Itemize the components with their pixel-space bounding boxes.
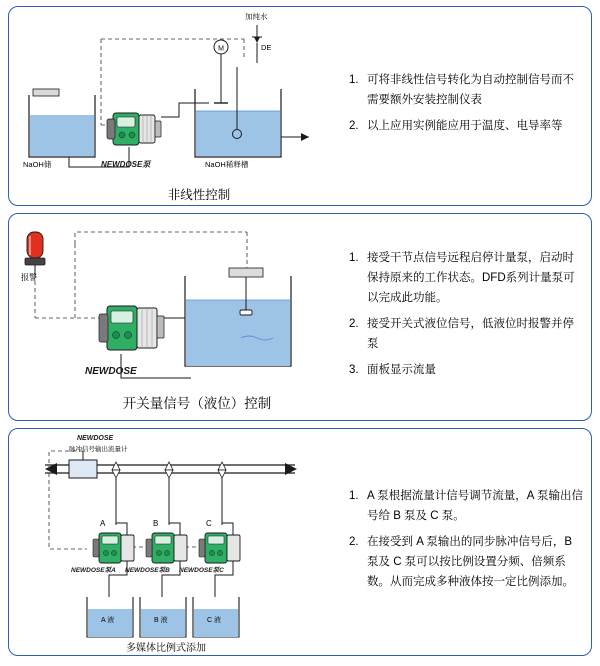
note-text: 面板显示流量 [367,364,436,377]
diagram-multi-dose [9,429,349,655]
pump-graphic [99,306,164,350]
label-pump-b-brand: NEWDOSE泵B [125,567,170,574]
caption-panel-3: 多媒体比例式添加 [126,643,206,654]
diagram-nonlinear-svg [9,7,349,207]
pump-graphic [93,523,134,597]
note-number: 2. [349,318,359,330]
label-mix-tank: NaOH稀释槽 [205,160,249,169]
label-tank-a: A 液 [101,617,115,624]
label-tank-b: B 液 [154,617,168,624]
label-pump-brand: NEWDOSE泵 [101,160,151,169]
label-tank-c: C 液 [207,617,221,624]
label-water-source: 加纯水 [245,12,268,21]
note-item [349,532,585,592]
diagram-nonlinear [9,7,349,205]
note-item [349,314,585,354]
label-alarm: 报警 [21,273,37,282]
notes-panel-3 [349,429,585,655]
note-number: 1. [349,251,359,264]
label-pump-a: A [100,519,106,528]
label-pump-b: B [153,519,159,528]
label-pump-a-brand: NEWDOSE泵A [71,567,116,574]
note-number: 2. [349,535,359,548]
note-text: 在接受到 A 泵输出的同步脉冲信号后，B 泵及 C 泵可以按比例设置分频、倍频系数。从而完成多种液体按一定比例添加。 [367,535,574,589]
diagram-switch-level-svg [9,214,349,422]
note-number: 1. [349,489,359,502]
svg-text:M: M [218,45,224,53]
note-item [349,116,585,136]
note-text: 可将非线性信号转化为自动控制信号而不需要额外安装控制仪表 [367,73,574,106]
note-text: 接受开关式液位信号，低液位时报警并停泵 [367,318,574,351]
pump-graphic [146,523,187,597]
panel-multi-dose [8,428,592,656]
alarm-beacon-graphic [25,232,45,274]
note-item [349,248,585,308]
label-naoh-tank: NaOH储 [23,160,52,169]
note-item [349,360,585,380]
note-item [349,70,585,110]
label-pump-c: C [206,519,212,528]
notes-panel-1 [349,7,585,205]
notes-panel-2 [349,214,585,420]
label-pump-brand: NEWDOSE [85,366,137,377]
label-flowmeter-desc: 脉冲信号输出流量计 [69,446,128,453]
note-number: 1. [349,73,359,86]
label-de: DE [261,43,272,52]
panel-switch-level-control [8,213,592,421]
note-text: A 泵根据流量计信号调节流量，A 泵输出信号给 B 泵及 C 泵。 [367,489,583,522]
note-number: 2. [349,120,359,133]
pump-graphic [107,113,161,145]
note-text: 以上应用实例能应用于温度、电导率等 [367,120,563,133]
note-number: 3. [349,364,359,377]
note-text: 接受干节点信号远程启停计量泵，启动时保持原来的工作状态。DFD系列计量泵可以完成此功能。 [367,251,575,304]
panel-nonlinear-control [8,6,592,206]
diagram-switch-level [9,214,349,420]
caption-panel-2: 开关量信号（液位）控制 [122,396,272,411]
note-item [349,486,585,526]
pump-graphic [199,523,240,597]
caption-panel-1: 非线性控制 [167,188,231,202]
label-flowmeter-brand: NEWDOSE [77,435,114,442]
diagram-multi-dose-svg [9,429,349,657]
label-pump-c-brand: NEWDOSE泵C [179,567,224,574]
